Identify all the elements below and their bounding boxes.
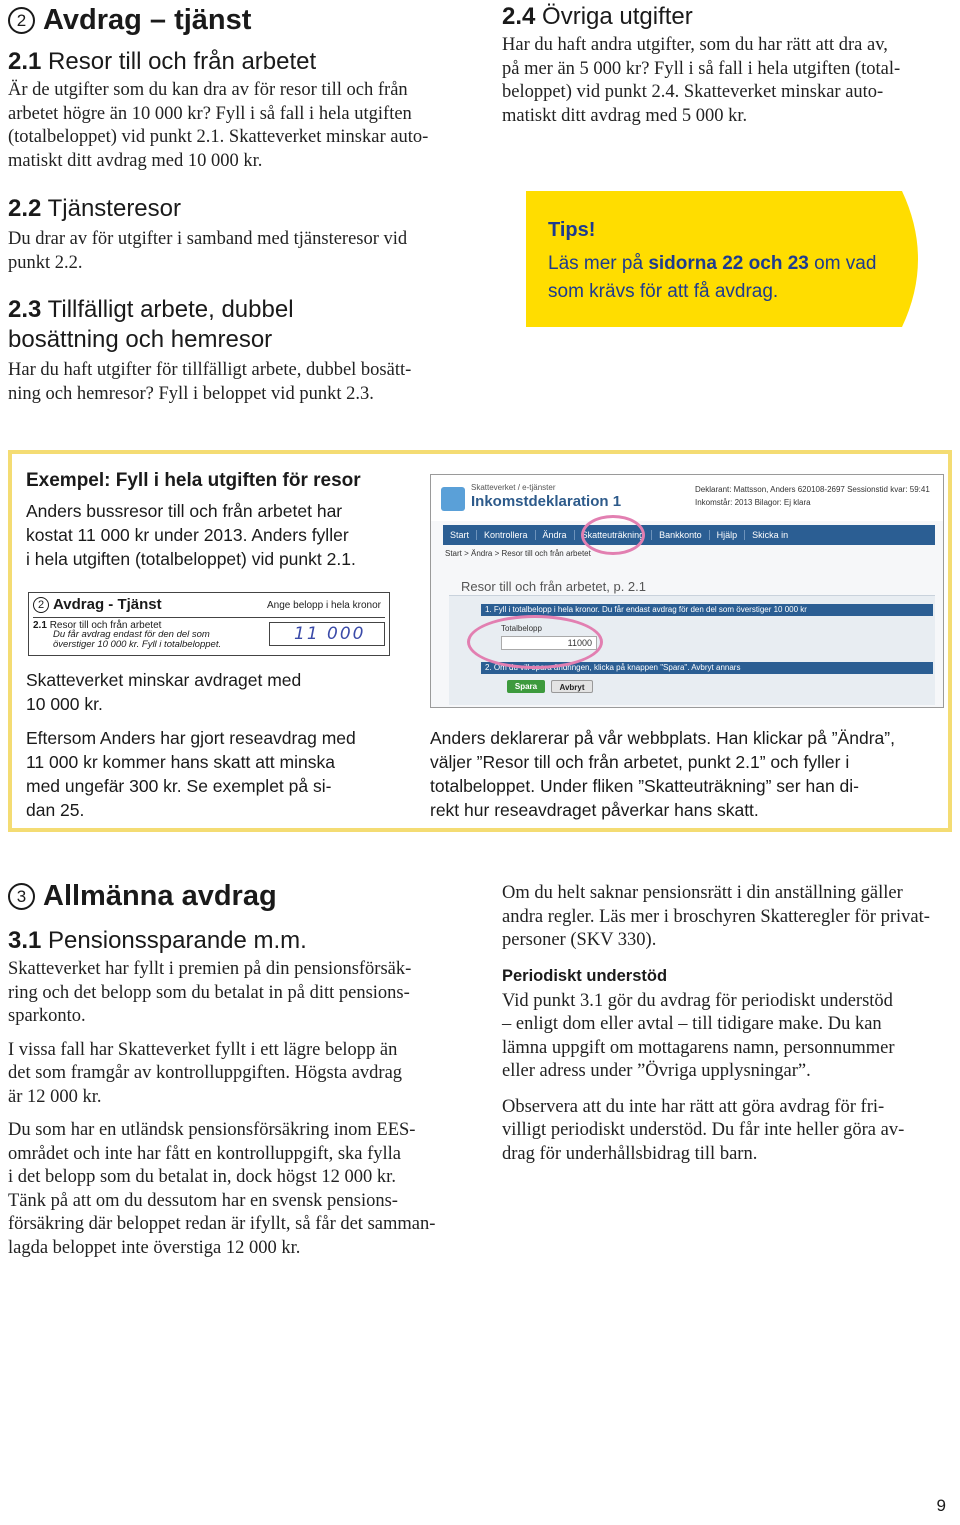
text-line: – enligt dom eller avtal – till tidigare make. Du kan	[502, 1014, 882, 1034]
screen-breadcrumb: Start > Ändra > Resor till och från arbetet	[445, 549, 591, 558]
save-button[interactable]: Spara	[507, 680, 545, 693]
paragraph	[8, 359, 478, 406]
text-line: eller adress under ”Övriga upplysningar”.	[502, 1061, 811, 1081]
text-line: i det belopp som du betalat in, dock högst 12 000 kr.	[8, 1167, 396, 1187]
section-title: Avdrag – tjänst	[43, 4, 252, 36]
screen-header	[431, 475, 943, 521]
text-line: Anders bussresor till och från arbetet har	[26, 501, 343, 521]
tips-page-reference: sidorna 22 och 23	[648, 253, 809, 274]
subsection-title: Pensionssparande m.m.	[48, 927, 307, 954]
form-row-number: 2.1	[33, 620, 47, 631]
text-line: väljer ”Resor till och från arbetet, punkt 2.1” och fyller i	[430, 752, 850, 772]
text-line: drag för underhållsbidrag till barn.	[502, 1143, 758, 1164]
mini-declaration-form	[28, 592, 390, 656]
screen-nav-bar	[443, 525, 935, 545]
text-line: ring och det belopp som du betalat in på ditt pensions-	[8, 982, 410, 1003]
section-title: Allmänna avdrag	[43, 880, 277, 912]
text-line: rekt hur reseavdraget påverkar hans skatt.	[430, 800, 759, 820]
text-line: beloppet) vid punkt 2.4. Skatteverket minskar auto-	[502, 82, 884, 102]
paragraph	[8, 79, 478, 173]
subsection-3-1	[8, 926, 478, 1260]
subsection-2-2	[8, 194, 478, 275]
example-panel	[8, 450, 952, 832]
text-line: Skatteverket minskar avdraget med	[26, 670, 302, 690]
subsection-title: Tillfälligt arbete, dubbel	[47, 296, 294, 323]
subsection-2-4	[502, 2, 952, 128]
tips-title: Tips!	[548, 219, 596, 241]
text-line: sparkonto.	[8, 1006, 86, 1026]
subsection-number: 3.1	[8, 927, 42, 954]
form-amount-label: Ange belopp i hela kronor	[267, 600, 381, 611]
text-line: Inkomstår: 2013 Bilagor: Ej klara	[695, 498, 811, 507]
text-line: Är de utgifter som du kan dra av för resor till och från	[8, 80, 408, 100]
text-line: andra regler. Läs mer i broschyren Skatteregler för privat-	[502, 906, 930, 927]
screen-save-instruction-bar: 2. Om du vill spara ändringen, klicka på knappen "Spara". Avbryt annars	[481, 662, 933, 674]
text-line: arbetet högre än 10 000 kr? Fyll i så fall i hela utgiften	[8, 103, 412, 124]
text-line: I vissa fall har Skatteverket fyllt i ett lägre belopp än	[8, 1039, 398, 1060]
tips-text	[548, 250, 888, 306]
example-title: Exempel: Fyll i hela utgiften för resor	[26, 470, 361, 491]
text-line: (totalbeloppet) vid punkt 2.1. Skatteverket minskar auto-	[8, 127, 429, 147]
paragraph	[502, 990, 957, 1084]
subsection-number: 2.3	[8, 296, 42, 323]
section-number-badge: 3	[8, 883, 35, 910]
text-line: 11 000 kr kommer hans skatt att minska	[26, 752, 335, 772]
amount-value: 11 000	[294, 624, 366, 644]
tips-text-part: Läs mer på	[548, 253, 649, 274]
subsection-title-line-2: bosättning och hemresor	[8, 326, 273, 353]
subsection-2-3	[8, 295, 478, 406]
example-intro	[26, 499, 416, 571]
example-result-text	[26, 726, 416, 822]
highlight-ring-total	[467, 615, 603, 669]
text-line: villigt periodiskt understöd. Du får inte heller göra av-	[502, 1120, 905, 1140]
tips-box	[526, 191, 934, 327]
nav-tab-start[interactable]: Start	[443, 530, 477, 540]
example-reduction-text	[26, 668, 416, 716]
form-heading	[33, 596, 162, 613]
text-line: Om du helt saknar pensionsrätt i din anställning gäller	[502, 883, 903, 903]
subsection-heading	[8, 194, 478, 224]
paragraph	[8, 228, 478, 275]
subsection-2-1	[8, 47, 478, 173]
paragraph	[8, 1039, 478, 1110]
paragraph	[502, 34, 952, 128]
periodic-support-heading: Periodiskt understöd	[502, 966, 668, 985]
text-line: Vid punkt 3.1 gör du avdrag för periodiskt understöd	[502, 990, 893, 1011]
text-line: 10 000 kr.	[26, 694, 103, 714]
form-top-line	[29, 592, 389, 593]
text-line: Har du haft utgifter för tillfälligt arbete, dubbel bosätt-	[8, 360, 412, 380]
text-line: matiskt ditt avdrag med 5 000 kr.	[502, 105, 748, 126]
skatteverket-logo-icon	[441, 487, 465, 511]
screen-page-heading: Resor till och från arbetet, p. 2.1	[461, 579, 646, 594]
subsection-number: 2.4	[502, 3, 536, 30]
subsection-heading	[8, 295, 478, 325]
screen-session-info	[695, 483, 930, 509]
text-line: ning och hemresor? Fyll i beloppet vid punkt 2.3.	[8, 383, 374, 404]
paragraph	[8, 958, 478, 1029]
text-line: Du drar av för utgifter i samband med tjänsteresor vid	[8, 229, 408, 249]
text-line: punkt 2.2.	[8, 252, 83, 273]
text-line: lagda beloppet inte överstiga 12 000 kr.	[8, 1237, 301, 1258]
form-divider	[33, 617, 385, 618]
form-section-badge: 2	[33, 597, 49, 613]
section-3-right-column	[502, 882, 957, 1166]
text-line: Observera att du inte har rätt att göra avdrag för fri-	[502, 1096, 885, 1117]
section-3-heading	[8, 880, 277, 913]
subsection-title: Tjänsteresor	[47, 195, 181, 222]
text-line: Deklarant: Mattsson, Anders 620108-2697 Sessionstid kvar: 59:41	[695, 485, 930, 494]
text-line: kostat 11 000 kr under 2013. Anders fyller	[26, 525, 349, 545]
subsection-number: 2.1	[8, 48, 42, 75]
form-row-note	[53, 630, 263, 650]
text-line: är 12 000 kr.	[8, 1086, 102, 1107]
text-line: totalbeloppet. Under fliken ”Skatteuträkning” ser han di-	[430, 776, 859, 796]
nav-tab-andra[interactable]: Ändra	[536, 530, 575, 540]
text-line: överstiger 10 000 kr. Fyll i totalbeloppet.	[53, 639, 222, 650]
nav-tab-kontrollera[interactable]: Kontrollera	[477, 530, 536, 540]
nav-tab-hjalp[interactable]: Hjälp	[710, 530, 746, 540]
amount-field	[269, 622, 385, 646]
nav-tab-skicka-in[interactable]: Skicka in	[752, 530, 789, 540]
section-number-badge: 2	[8, 7, 35, 34]
section-2-heading	[8, 4, 251, 37]
subsection-title: Övriga utgifter	[542, 3, 693, 30]
page-number: 9	[936, 1496, 946, 1515]
text-line: Har du haft andra utgifter, som du har rätt att dra av,	[502, 35, 888, 55]
text-line: dan 25.	[26, 800, 85, 820]
subsection-title: Resor till och från arbetet	[48, 48, 317, 75]
paragraph	[502, 882, 957, 953]
text-line: Du får avdrag endast för den del som	[53, 629, 210, 640]
text-line: Tänk på att om du dessutom har en svensk pensions-	[8, 1190, 398, 1211]
total-amount-input[interactable]: 11000	[501, 636, 597, 650]
form-heading-text: Avdrag - Tjänst	[53, 596, 162, 613]
total-amount-label: Totalbelopp	[501, 624, 542, 633]
paragraph	[8, 1119, 478, 1260]
paragraph	[502, 1096, 957, 1167]
subsection-number: 2.2	[8, 195, 42, 222]
text-line: Skatteverket har fyllt i premien på din pensionsförsäk-	[8, 959, 412, 979]
subsection-heading	[8, 47, 478, 77]
screen-instruction-bar: 1. Fyll i totalbelopp i hela kronor. Du får endast avdrag för den del som överstiger 10 000 kr	[481, 604, 933, 616]
example-right-text	[430, 726, 950, 822]
text-line: försäkring där beloppet redan är ifyllt, så får det samman-	[8, 1214, 436, 1234]
text-line: personer (SKV 330).	[502, 930, 657, 950]
text-line: det som framgår av kontrolluppgiften. Högsta avdrag	[8, 1063, 403, 1083]
text-line: med ungefär 300 kr. Se exemplet på si-	[26, 776, 332, 796]
e-service-screenshot	[430, 474, 944, 708]
text-line: Eftersom Anders har gjort reseavdrag med	[26, 728, 356, 748]
subsection-heading	[502, 2, 952, 32]
text-line: Anders deklarerar på vår webbplats. Han klickar på ”Ändra”,	[430, 728, 895, 748]
subsection-heading	[8, 926, 478, 956]
nav-tab-skatteutrakning[interactable]: Skatteuträkning	[575, 530, 653, 540]
form-row-label: Resor till och från arbetet	[49, 620, 162, 631]
text-line: på mer än 5 000 kr? Fyll i så fall i hela utgiften (total-	[502, 58, 901, 79]
text-line: lämna uppgift om mottagarens namn, personnummer	[502, 1037, 895, 1058]
text-line: matiskt ditt avdrag med 10 000 kr.	[8, 150, 263, 171]
nav-tab-bankkonto[interactable]: Bankkonto	[652, 530, 710, 540]
cancel-button[interactable]: Avbryt	[551, 680, 593, 693]
text-line: Du som har en utländsk pensionsförsäkring inom EES-	[8, 1120, 416, 1140]
screen-org-name: Skatteverket / e-tjänster	[471, 483, 556, 492]
text-line: området och inte har fått en kontrolluppgift, ska fylla	[8, 1143, 402, 1164]
text-line: i hela utgiften (totalbeloppet) vid punkt 2.1.	[26, 549, 356, 569]
screen-app-title: Inkomstdeklaration 1	[471, 493, 622, 510]
tips-text-part: om vad som krävs för att få avdrag.	[548, 253, 877, 302]
